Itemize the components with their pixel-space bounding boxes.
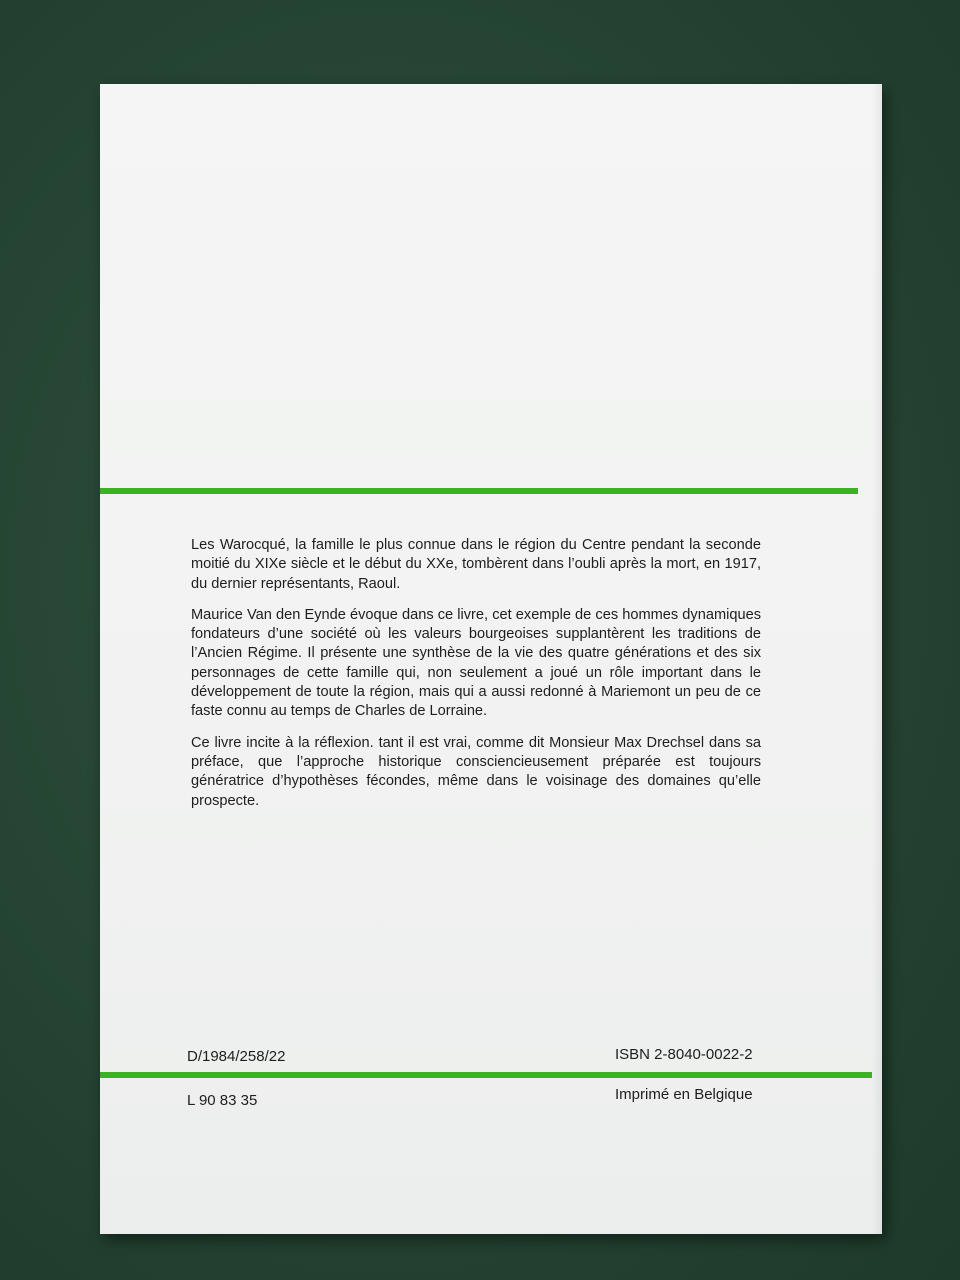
blurb-text (191, 536, 761, 823)
blurb-paragraph: Ce livre incite à la réflexion. tant il est vrai, comme dit Monsieur Max Drechsel dans sa préface, que l’approche historique consciencieusement préparée est toujours génératrice d’hypothèses fécondes, même dans le voisinage des domaines qu’elle prospecte. (191, 734, 761, 809)
legal-deposit-number: D/1984/258/22 (187, 1048, 286, 1065)
green-rule-bottom (100, 1072, 872, 1078)
blurb-paragraph: Maurice Van den Eynde évoque dans ce livre, cet exemple de ces hommes dynamiques fondateurs d’une société où les valeurs bourgeoises supplantèrent les traditions de l’Ancien Régime. Il présente une synthèse de la vie des quatre générations et des six personnages de cette famille qui, non seulement a joué un rôle important dans le développement de toute la région, mais qui a aussi redonné à Mariemont un peu de ce faste connu au temps de Charles de Lorraine. (191, 606, 761, 720)
isbn-number: ISBN 2-8040-0022-2 (615, 1046, 753, 1063)
green-rule-top (100, 488, 858, 494)
printed-in-label: Imprimé en Belgique (615, 1086, 753, 1103)
blurb-paragraph: Les Warocqué, la famille le plus connue dans le région du Centre pendant la seconde moitié du XIXe siècle et le début du XXe, tombèrent dans l’oubli après la mort, en 1917, du dernier représentants, Raoul. (191, 537, 761, 592)
book-back-cover (100, 84, 882, 1234)
catalog-number: L 90 83 35 (187, 1092, 258, 1109)
